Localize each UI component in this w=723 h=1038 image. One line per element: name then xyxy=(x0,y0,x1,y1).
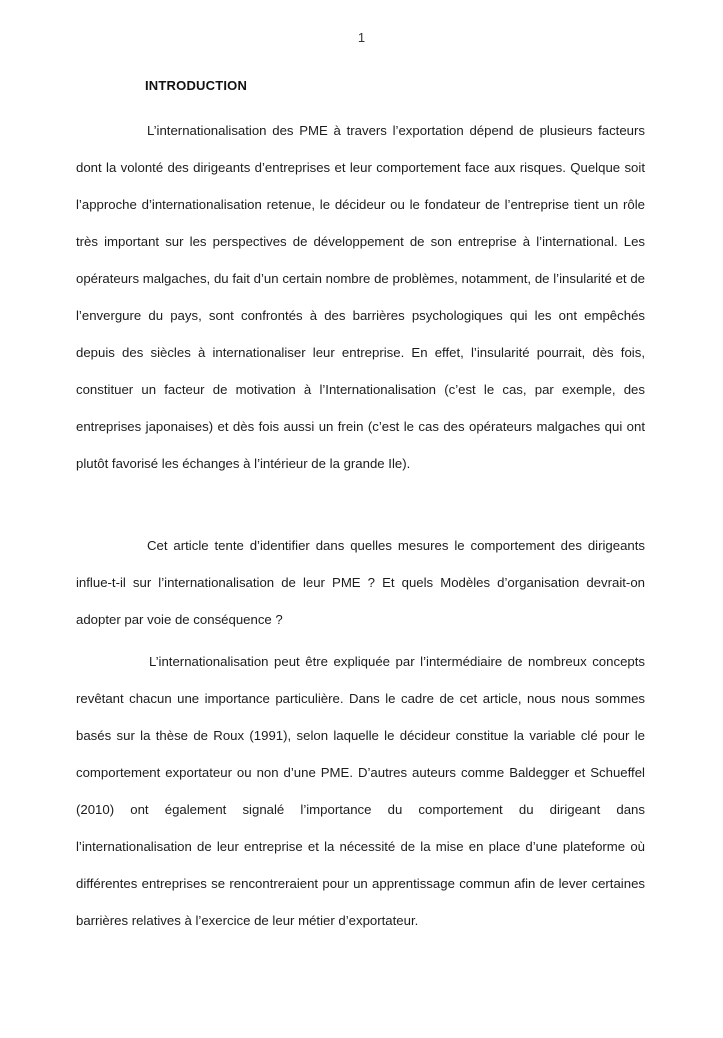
paragraph-3: L’internationalisation peut être expliquée par l’intermédiaire de nombreux concepts revêtant chacun une importance particulière. Dans le cadre de cet article, nous nous sommes basés sur la thèse de Roux (1991), selon laquelle le décideur constitue la variable clé pour le comportement exportateur ou non d’une PME. D’autres auteurs comme Baldegger et Schueffel (2010) ont également signalé l’importance du comportement du dirigeant dans l’internationalisation de leur entreprise et la nécessité de la mise en place d’une plateforme où différentes entreprises se rencontreraient pour un apprentissage commun afin de lever certaines barrières relatives à l’exercice de leur métier d’exportateur. xyxy=(76,654,645,928)
page-number: 1 xyxy=(357,30,366,45)
paragraph-2: Cet article tente d’identifier dans quelles mesures le comportement des dirigeants influe-t-il sur l’internationalisation de leur PME ? Et quels Modèles d’organisation devrait-on adopter par voie de conséquence ? xyxy=(76,538,645,627)
paragraph-1: L’internationalisation des PME à travers l’exportation dépend de plusieurs facteurs dont la volonté des dirigeants d’entreprises et leur comportement face aux risques. Quelque soit l’approche d’internationalisation retenue, le décideur ou le fondateur de l’entreprise tient un rôle très important sur les perspectives de développement de son entreprise à l’international. Les opérateurs malgaches, du fait d’un certain nombre de problèmes, notamment, de l’insularité et de l’envergure du pays, sont confrontés à des barrières psychologiques qui les ont empêchés depuis des siècles à internationaliser leur entreprise. En effet, l’insularité pourrait, dès fois, constituer un facteur de motivation à l’Internationalisation (c’est le cas, par exemple, des entreprises japonaises) et dès fois aussi un frein (c’est le cas des opérateurs malgaches qui ont plutôt favorisé les échanges à l’intérieur de la grande Ile). xyxy=(76,123,645,471)
section-heading: INTRODUCTION xyxy=(145,78,248,93)
